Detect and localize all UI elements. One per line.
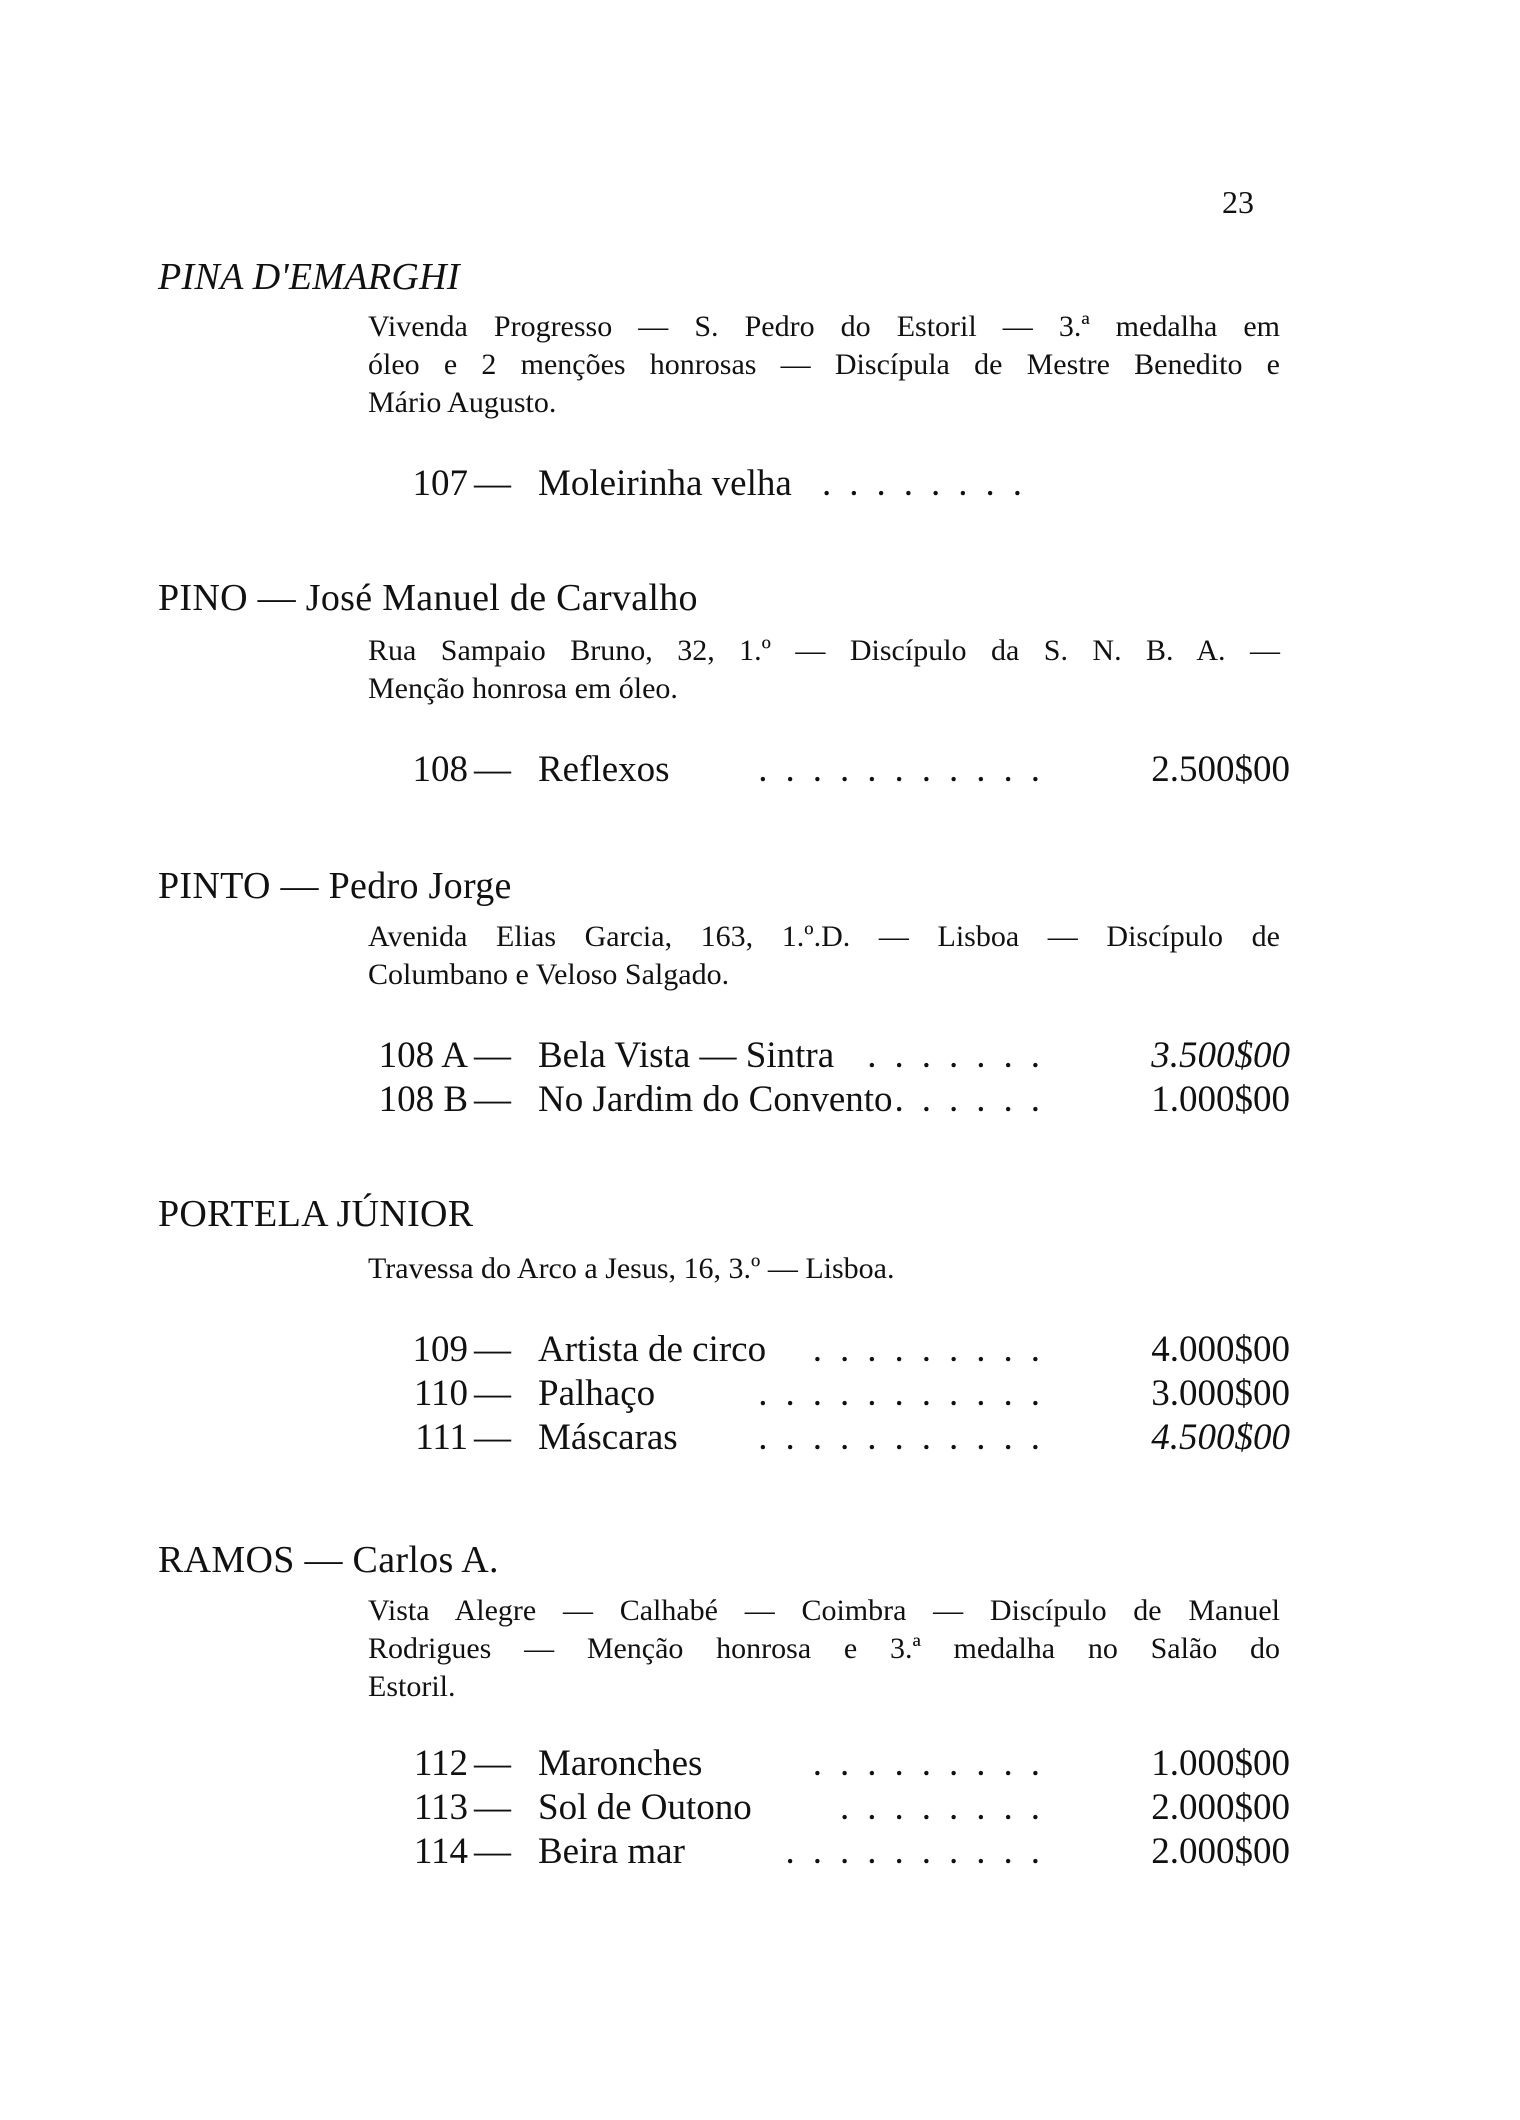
catalog-entry [180,462,1290,508]
description-line: Rodrigues — Menção honrosa e 3.ª medalha no Salão do [368,1632,1280,1665]
entry-dash: — [474,1035,511,1076]
entry-leader-dots: ........... [758,749,1058,790]
entry-price: 1.000$00 [1151,1079,1290,1120]
entry-dash: — [474,1417,511,1458]
catalog-entry [180,1372,1290,1418]
entry-leader-dots: ......... [812,1743,1058,1784]
entry-price: 2.000$00 [1151,1831,1290,1872]
artist-heading: PINTO — Pedro Jorge [158,865,512,907]
page-number: 23 [1222,184,1254,220]
entry-leader-dots: ........... [758,1417,1058,1458]
entry-price: 3.000$00 [1151,1373,1290,1414]
artist-description [368,632,1280,708]
entry-title: Bela Vista — Sintra [538,1035,835,1076]
description-line: Rua Sampaio Bruno, 32, 1.º — Discípulo da S. N. B. A. — [368,634,1280,667]
entry-title: Beira mar [538,1831,685,1872]
entry-number: 109 [412,1329,468,1370]
entry-dash: — [474,1743,511,1784]
entry-price: 4.500$00 [1151,1417,1290,1458]
description-line: Menção honrosa em óleo. [368,672,678,705]
entry-number: 113 [413,1787,468,1828]
artist-heading: PINA D'EMARGHI [158,256,460,298]
artist-description [368,308,1280,422]
entry-dash: — [474,463,511,504]
description-line: Vivenda Progresso — S. Pedro do Estoril — 3.ª medalha em [368,310,1280,343]
entry-number: 112 [413,1743,468,1784]
entry-number: 114 [413,1831,468,1872]
entry-title: Artista de circo [538,1329,767,1370]
catalog-entry [180,1742,1290,1788]
entry-leader-dots: ...... [894,1079,1058,1120]
entry-dash: — [474,1831,511,1872]
entry-dash: — [474,1079,511,1120]
entry-dash: — [474,1329,511,1370]
entry-number: 108 [412,749,468,790]
entry-title: Sol de Outono [538,1787,752,1828]
description-line: Estoril. [368,1670,456,1703]
catalog-entry [180,1416,1290,1462]
catalog-entry [180,1078,1290,1124]
entry-leader-dots: ........ [822,463,1040,504]
entry-leader-dots: ........... [758,1373,1058,1414]
artist-heading: PINO — José Manuel de Carvalho [158,577,698,619]
entry-number: 111 [415,1417,468,1458]
entry-title: Máscaras [538,1417,678,1458]
artist-heading: PORTELA JÚNIOR [158,1193,474,1235]
entry-number: 107 [412,463,468,504]
catalog-entry [180,1786,1290,1832]
entry-leader-dots: ........ [840,1787,1058,1828]
catalog-entry [180,1034,1290,1080]
entry-title: Maronches [538,1743,703,1784]
catalog-entry [180,1328,1290,1374]
entry-price: 2.500$00 [1151,749,1290,790]
artist-description [368,1250,1280,1288]
entry-number: 110 [413,1373,468,1414]
entry-price: 4.000$00 [1151,1329,1290,1370]
entry-leader-dots: .......... [785,1831,1058,1872]
artist-description [368,918,1280,994]
entry-title: Reflexos [538,749,670,790]
entry-title: Moleirinha velha [538,463,792,504]
entry-price: 2.000$00 [1151,1787,1290,1828]
entry-price: 1.000$00 [1151,1743,1290,1784]
description-line: Mário Augusto. [368,386,557,419]
catalog-entry [180,748,1290,794]
catalog-entry [180,1830,1290,1876]
entry-title: Palhaço [538,1373,656,1414]
entry-number: 108 A [378,1035,468,1076]
entry-number: 108 B [378,1079,468,1120]
artist-description [368,1592,1280,1706]
entry-title: No Jardim do Convento [538,1079,893,1120]
entry-dash: — [474,749,511,790]
entry-dash: — [474,1787,511,1828]
description-line: Columbano e Veloso Salgado. [368,958,730,991]
entry-leader-dots: ....... [867,1035,1058,1076]
description-line: óleo e 2 menções honrosas — Discípula de Mestre Benedito e [368,348,1280,381]
entry-price: 3.500$00 [1151,1035,1290,1076]
description-line: Avenida Elias Garcia, 163, 1.º.D. — Lisboa — Discípulo de [368,920,1280,953]
artist-heading: RAMOS — Carlos A. [158,1539,499,1581]
entry-leader-dots: ......... [812,1329,1058,1370]
description-line: Vista Alegre — Calhabé — Coimbra — Discípulo de Manuel [368,1594,1280,1627]
entry-dash: — [474,1373,511,1414]
description-line: Travessa do Arco a Jesus, 16, 3.º — Lisboa. [368,1252,895,1285]
